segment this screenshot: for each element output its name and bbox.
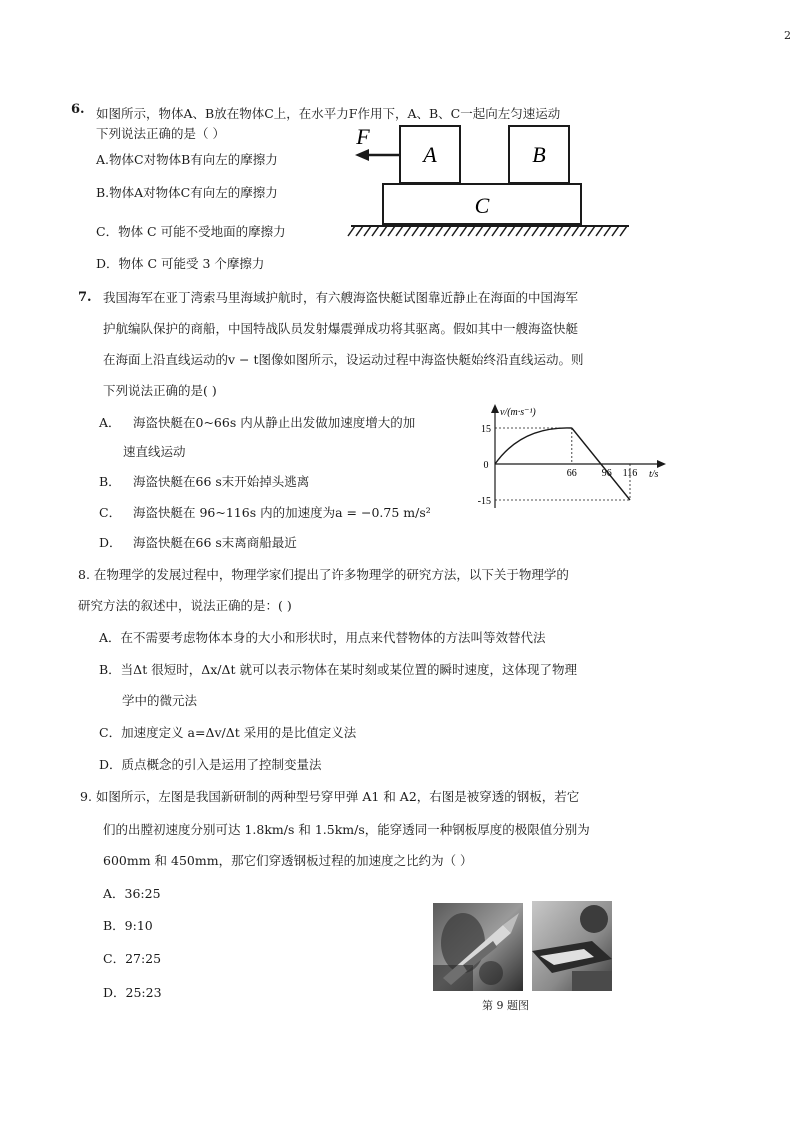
block-a-label: A bbox=[423, 142, 437, 167]
hatch-mark bbox=[372, 226, 379, 236]
q9-stem-line3: 600mm 和 450mm，那它们穿透钢板过程的加速度之比约为（ ） bbox=[103, 853, 473, 868]
q6-stem-line2: 下列说法正确的是（ ） bbox=[96, 126, 225, 141]
hatch-mark bbox=[508, 226, 515, 236]
y-axis-arrow bbox=[491, 404, 499, 413]
hatch-mark bbox=[396, 226, 403, 236]
hatch-mark bbox=[492, 226, 499, 236]
q8-stem-line2: 研究方法的叙述中，说法正确的是：( ) bbox=[78, 598, 292, 613]
x-tick-96: 96 bbox=[601, 468, 612, 479]
hatch-mark bbox=[484, 226, 491, 236]
q7-option-a-text-cont: 速直线运动 bbox=[123, 444, 186, 459]
force-label: F bbox=[356, 124, 370, 149]
q8-option-d: D．质点概念的引入是运用了控制变量法 bbox=[99, 757, 322, 772]
q6-stem-line1: 如图所示，物体A、B放在物体C上，在水平力F作用下，A、B、C一起向左匀速运动 bbox=[96, 106, 561, 121]
q7-option-d-text: 海盗快艇在66 s末离商船最近 bbox=[133, 535, 297, 550]
hatch-mark bbox=[420, 226, 427, 236]
q6-block-figure bbox=[345, 120, 635, 242]
q7-stem-line2: 护航编队保护的商船，中国特战队员发射爆震弹成功将其驱离。假如其中一艘海盗快艇 bbox=[103, 321, 579, 336]
hatch-mark bbox=[588, 226, 595, 236]
q9-option-d: D．25:23 bbox=[103, 985, 162, 1000]
q9-option-a: A．36:25 bbox=[103, 886, 161, 901]
armor-piercing-shells-photo bbox=[433, 903, 523, 991]
pierced-steel-plate-photo bbox=[532, 901, 612, 991]
hatch-mark bbox=[524, 226, 531, 236]
hatch-mark bbox=[428, 226, 435, 236]
hatch-mark bbox=[516, 226, 523, 236]
q6-option-c: C．物体 C 可能不受地面的摩擦力 bbox=[96, 224, 286, 239]
q9-option-c: C．27:25 bbox=[103, 951, 162, 966]
hatch-mark bbox=[356, 226, 363, 236]
x-tick-66: 66 bbox=[566, 468, 577, 479]
corner-mark: 2 bbox=[784, 29, 791, 42]
hatch-mark bbox=[604, 226, 611, 236]
hatch-mark bbox=[468, 226, 475, 236]
q6-option-b: B.物体A对物体C有向左的摩擦力 bbox=[96, 185, 278, 200]
q7-option-a-text: 海盗快艇在0~66s 内从静止出发做加速度增大的加 bbox=[133, 415, 416, 430]
q9-stem-line1: 9. 如图所示，左图是我国新研制的两种型号穿甲弹 A1 和 A2，右图是被穿透的钢板，若它 bbox=[80, 789, 580, 804]
hatch-mark bbox=[436, 226, 443, 236]
hatch-mark bbox=[452, 226, 459, 236]
q7-option-c-text: 海盗快艇在 96~116s 内的加速度为a = −0.75 m/s² bbox=[133, 505, 431, 520]
x-tick-116: 116 bbox=[622, 468, 638, 479]
y-tick-15: 15 bbox=[481, 424, 491, 435]
hatch-mark bbox=[348, 226, 355, 236]
q7-option-a-letter: A． bbox=[99, 415, 121, 430]
hatch-mark bbox=[596, 226, 603, 236]
q7-option-d-letter: D． bbox=[99, 535, 122, 550]
hatch-mark bbox=[364, 226, 371, 236]
q6-option-d: D．物体 C 可能受 3 个摩擦力 bbox=[96, 256, 265, 271]
hatch-mark bbox=[500, 226, 507, 236]
origin-label: 0 bbox=[483, 460, 489, 471]
hatch-mark bbox=[460, 226, 467, 236]
q6-option-a: A.物体C对物体B有向左的摩擦力 bbox=[96, 152, 278, 167]
hatch-mark bbox=[444, 226, 451, 236]
q7-option-c-letter: C． bbox=[99, 505, 122, 520]
q8-option-b: B．当Δt 很短时，Δx/Δt 就可以表示物体在某时刻或某位置的瞬时速度，这体现了物理 bbox=[99, 662, 578, 677]
q7-number: 7. bbox=[78, 290, 92, 305]
q9-stem-line2: 们的出膛初速度分别可达 1.8km/s 和 1.5km/s，能穿透同一种钢板厚度的极限值分别为 bbox=[103, 822, 590, 837]
q7-option-b-letter: B． bbox=[99, 474, 121, 489]
y-axis-label: v/(m·s⁻¹) bbox=[500, 407, 536, 418]
hatch-mark bbox=[620, 226, 627, 236]
ground-hatching bbox=[348, 226, 627, 236]
q9-figure-caption: 第 9 题图 bbox=[482, 999, 529, 1012]
hatch-mark bbox=[404, 226, 411, 236]
block-c-label: C bbox=[474, 193, 490, 218]
velocity-curve-accel bbox=[495, 428, 572, 464]
q8-option-b-cont: 学中的微元法 bbox=[122, 693, 198, 708]
block-b-label: B bbox=[532, 142, 546, 167]
hatch-mark bbox=[572, 226, 579, 236]
hatch-mark bbox=[412, 226, 419, 236]
hatch-mark bbox=[556, 226, 563, 236]
vt-chart bbox=[470, 400, 670, 515]
q8-stem-line1: 8. 在物理学的发展过程中，物理学家们提出了许多物理学的研究方法，以下关于物理学的 bbox=[78, 567, 569, 582]
hatch-mark bbox=[380, 226, 387, 236]
q7-stem-line4: 下列说法正确的是( ) bbox=[103, 383, 217, 398]
q7-option-b-text: 海盗快艇在66 s末开始掉头逃离 bbox=[133, 474, 310, 489]
hatch-mark bbox=[612, 226, 619, 236]
hatch-mark bbox=[580, 226, 587, 236]
q6-number: 6. bbox=[71, 102, 85, 117]
x-axis-label: t/s bbox=[649, 469, 659, 480]
x-axis-arrow bbox=[657, 460, 666, 468]
y-tick-neg15: -15 bbox=[477, 496, 491, 507]
hatch-mark bbox=[476, 226, 483, 236]
q9-option-b: B．9:10 bbox=[103, 918, 153, 933]
q8-option-c: C．加速度定义 a=Δv/Δt 采用的是比值定义法 bbox=[99, 725, 357, 740]
hatch-mark bbox=[388, 226, 395, 236]
q8-option-a: A．在不需要考虑物体本身的大小和形状时，用点来代替物体的方法叫等效替代法 bbox=[99, 630, 546, 645]
hatch-mark bbox=[548, 226, 555, 236]
q7-stem-line1: 我国海军在亚丁湾索马里海域护航时，有六艘海盗快艇试图靠近静止在海面的中国海军 bbox=[103, 290, 579, 305]
hatch-mark bbox=[540, 226, 547, 236]
force-arrow-head bbox=[355, 149, 369, 161]
hatch-mark bbox=[532, 226, 539, 236]
q7-stem-line3: 在海面上沿直线运动的v − t图像如图所示，设运动过程中海盗快艇始终沿直线运动。则 bbox=[103, 352, 584, 367]
hatch-mark bbox=[564, 226, 571, 236]
